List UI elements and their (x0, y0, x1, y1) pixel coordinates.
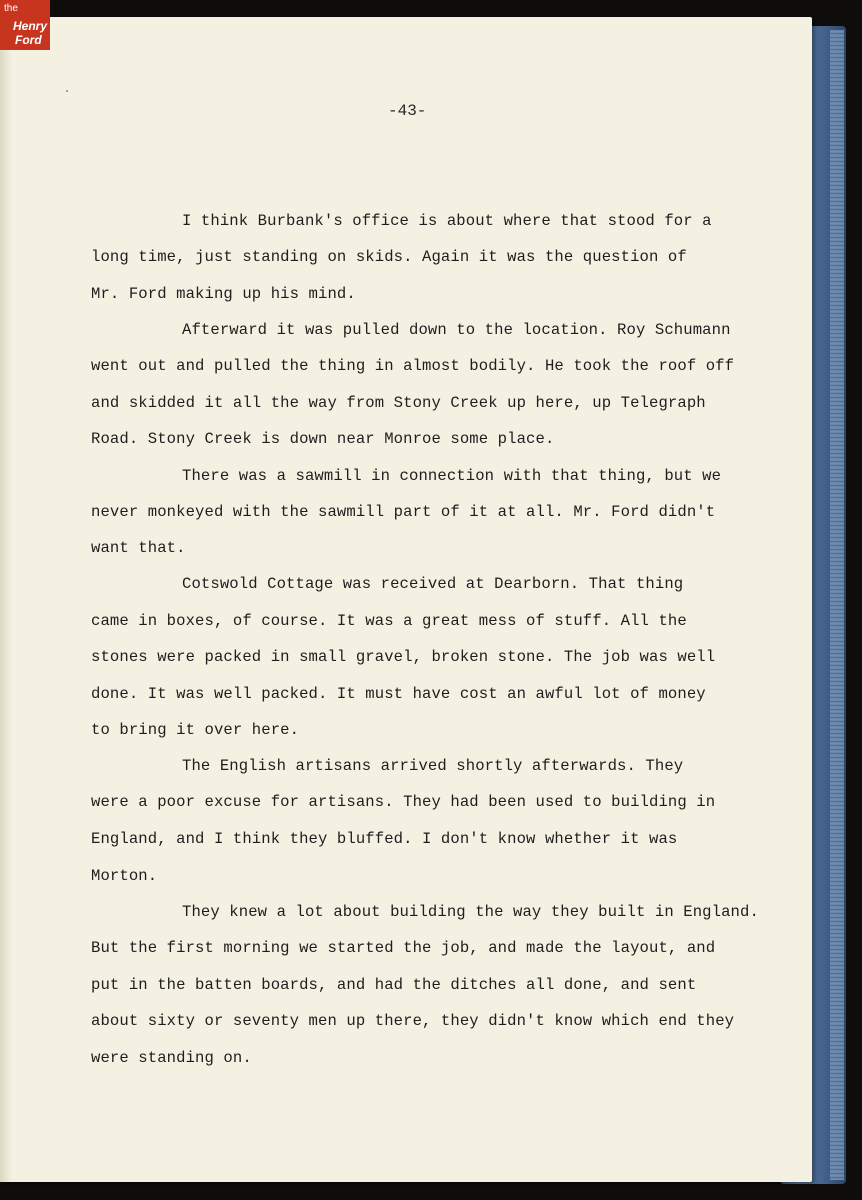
text-line: put in the batten boards, and had the ditches all done, and sent (91, 976, 697, 994)
text-line: The English artisans arrived shortly afterwards. They (182, 757, 684, 775)
text-line: But the first morning we started the job, and made the layout, and (91, 939, 716, 957)
henry-ford-logo (0, 0, 50, 50)
logo-line-the: the (4, 3, 18, 14)
text-line: done. It was well packed. It must have cost an awful lot of money (91, 685, 706, 703)
logo-line-ford: Ford (15, 33, 42, 47)
page-number: -43- (388, 102, 427, 120)
text-line: came in boxes, of course. It was a great mess of stuff. All the (91, 612, 687, 630)
typed-page (0, 17, 812, 1182)
text-line: There was a sawmill in connection with that thing, but we (182, 467, 722, 485)
text-line: They knew a lot about building the way they built in England. (182, 903, 759, 921)
text-line: were standing on. (91, 1049, 252, 1067)
page-gutter-shadow (0, 17, 12, 1182)
paper-speck (66, 90, 68, 92)
text-line: and skidded it all the way from Stony Creek up here, up Telegraph (91, 394, 706, 412)
text-line: were a poor excuse for artisans. They had been used to building in (91, 793, 716, 811)
text-line: Afterward it was pulled down to the location. Roy Schumann (182, 321, 731, 339)
text-line: never monkeyed with the sawmill part of it at all. Mr. Ford didn't (91, 503, 716, 521)
text-line: I think Burbank's office is about where that stood for a (182, 212, 712, 230)
text-line: went out and pulled the thing in almost bodily. He took the roof off (91, 357, 735, 375)
text-line: about sixty or seventy men up there, they didn't know which end they (91, 1012, 735, 1030)
text-line: to bring it over here. (91, 721, 300, 739)
logo-line-henry: Henry (13, 19, 48, 33)
text-line: long time, just standing on skids. Again it was the question of (91, 248, 687, 266)
text-line: want that. (91, 539, 186, 557)
text-line: stones were packed in small gravel, broken stone. The job was well (91, 648, 716, 666)
text-line: Morton. (91, 867, 158, 885)
text-line: England, and I think they bluffed. I don't know whether it was (91, 830, 678, 848)
text-line: Cotswold Cottage was received at Dearborn. That thing (182, 575, 684, 593)
text-line: Road. Stony Creek is down near Monroe some place. (91, 430, 555, 448)
binding-cloth-edge (830, 30, 844, 1180)
text-line: Mr. Ford making up his mind. (91, 285, 356, 303)
